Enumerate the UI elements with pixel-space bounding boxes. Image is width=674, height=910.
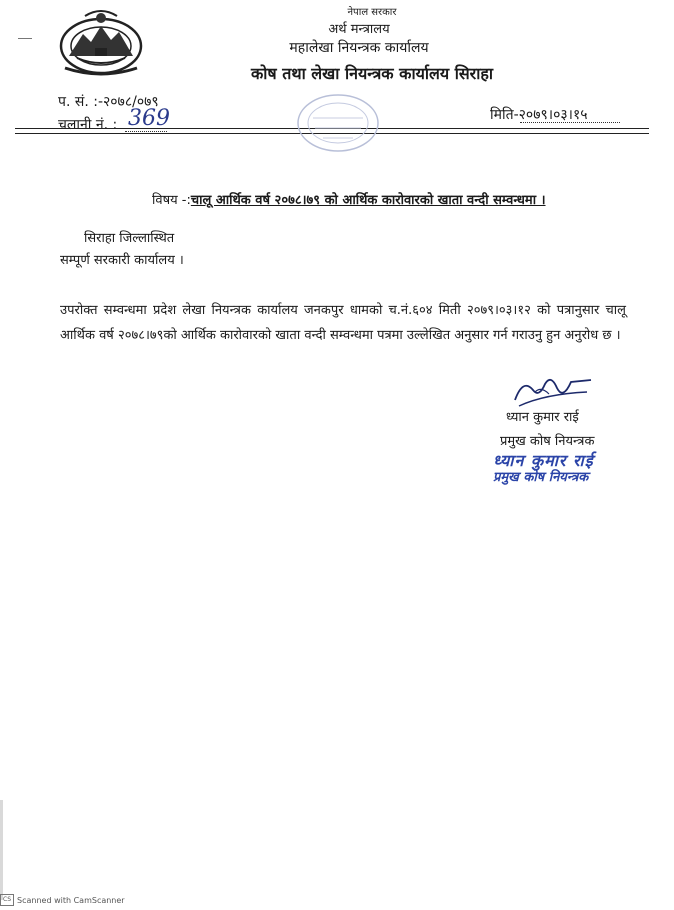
camscanner-watermark — [0, 893, 125, 907]
handwritten-signature-icon — [505, 370, 595, 412]
subject-text: चालू आर्थिक वर्ष २०७८।७९ को आर्थिक कारोवारको खाता वन्दी सम्वन्धमा । — [190, 193, 546, 208]
office-stamp-icon — [293, 88, 383, 158]
gov-label: नेपाल सरकार — [347, 7, 397, 18]
addressee-line-1: सिराहा जिल्लास्थित — [84, 231, 175, 246]
ministry-label: अर्थ मन्त्रालय — [328, 22, 390, 37]
subject-label: विषय -: — [152, 193, 191, 208]
date-dotted-line — [520, 122, 620, 123]
camscanner-text: Scanned with CamScanner — [17, 895, 125, 905]
scan-edge-shadow — [0, 800, 3, 900]
reference-value: -२०७८/०७९ — [97, 94, 159, 110]
chalani-label: चलानी नं. : — [58, 117, 118, 133]
subject-line — [152, 190, 546, 208]
office-local-title: कोष तथा लेखा नियन्त्रक कार्यालय सिराहा — [251, 64, 493, 83]
date-value: २०७९।०३।१५ — [518, 107, 588, 123]
chalani-number-handwritten: 369 — [128, 106, 170, 131]
date-label: मिति- — [490, 107, 519, 123]
title-stamp: प्रमुख कोष नियन्त्रक — [493, 470, 589, 485]
office-main-label: महालेखा नियन्त्रक कार्यालय — [289, 40, 429, 56]
signer-name: ध्यान कुमार राई — [506, 410, 579, 425]
camscanner-logo-icon: CS — [0, 894, 14, 906]
chalani-dotted-line — [125, 131, 167, 132]
name-stamp: ध्यान कुमार राई — [493, 451, 594, 470]
letter-body: उपरोक्त सम्वन्धमा प्रदेश लेखा नियन्त्रक कार्यालय जनकपुर धामको च.नं.६०४ मिती २०७९।०३।१२ को पत्रानुसार चालू आर्थिक वर्ष २०७८।७९को आर्थिक कारोवारको खाता वन्दी सम्वन्धमा पत्रमा उल्लेखित अनुसार गर्न गराउनु हुन अनुरोध छ । — [60, 303, 626, 343]
signer-title: प्रमुख कोष नियन्त्रक — [500, 434, 595, 449]
reference-label: प. सं. : — [58, 94, 98, 110]
addressee-line-2: सम्पूर्ण सरकारी कार्यालय । — [60, 253, 184, 268]
